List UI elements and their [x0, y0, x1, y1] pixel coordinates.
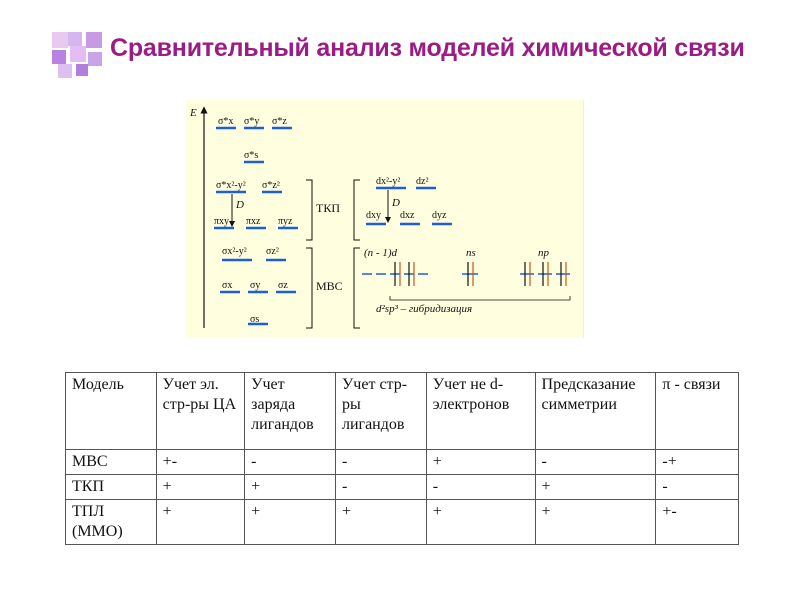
- slide-logo: [52, 32, 104, 78]
- table-cell: +: [426, 450, 535, 475]
- table-cell: -: [245, 450, 336, 475]
- level-label-bz: σz: [278, 280, 288, 291]
- bracket-mvs-left: [306, 248, 312, 328]
- level-label-sx: σ*x: [218, 116, 234, 127]
- table-cell: +: [156, 500, 244, 545]
- table-cell: +: [245, 500, 336, 545]
- level-label-ss: σ*s: [244, 150, 259, 161]
- column-header: Учет не d-электронов: [426, 373, 535, 450]
- mvs-label: МВС: [316, 279, 343, 293]
- tkp-label: ТКП: [316, 201, 340, 215]
- table-cell: +: [335, 500, 426, 545]
- orbital-np-label: np: [538, 247, 549, 259]
- table-cell: +: [535, 475, 656, 500]
- page-title: Сравнительный анализ моделей химической связи: [110, 34, 745, 62]
- table-row: [66, 475, 739, 500]
- table-cell: -+: [656, 450, 739, 475]
- bracket-tkp-left: [306, 180, 312, 240]
- level-label-pxy: πxy: [214, 216, 230, 227]
- level-label-dx2y2: dx²-y²: [376, 176, 401, 187]
- energy-diagram: [186, 100, 584, 338]
- column-header: Предсказание симметрии: [535, 373, 656, 450]
- table-cell: +-: [156, 450, 244, 475]
- table-cell: -: [656, 475, 739, 500]
- column-header: Модель: [66, 373, 157, 450]
- table-cell: +: [156, 475, 244, 500]
- level-label-sy: σ*y: [244, 116, 260, 127]
- split-label-left: D: [236, 199, 244, 211]
- level-label-sx2y2: σ*x²-y²: [216, 180, 246, 191]
- level-label-pyz: πyz: [278, 216, 293, 227]
- table-header-row: [66, 373, 739, 450]
- level-label-dyz: dyz: [432, 210, 447, 221]
- table-cell: +: [426, 500, 535, 545]
- level-label-bs: σs: [250, 314, 260, 325]
- table-row: [66, 500, 739, 545]
- table-cell: -: [335, 450, 426, 475]
- bracket-tkp-right: [354, 180, 360, 240]
- level-label-by: σy: [250, 280, 261, 291]
- table-cell: -: [426, 475, 535, 500]
- column-header: Учет заряда лигандов: [245, 373, 336, 450]
- table-cell: ТКП: [66, 475, 157, 500]
- energy-diagram-svg: [186, 100, 583, 338]
- orbital-nd-label: (n - 1)d: [364, 247, 397, 259]
- table-cell: -: [335, 475, 426, 500]
- level-label-sz: σ*z: [272, 116, 287, 127]
- split-label-right: D: [392, 197, 400, 209]
- level-label-bz2: σz²: [266, 246, 279, 257]
- hybridization-bracket: [390, 296, 570, 300]
- comparison-table: [65, 372, 739, 545]
- table-cell: +: [245, 475, 336, 500]
- column-header: π - связи: [656, 373, 739, 450]
- table-cell: -: [535, 450, 656, 475]
- level-label-dxy: dxy: [366, 210, 381, 221]
- table-cell: +-: [656, 500, 739, 545]
- orbital-ns-label: ns: [466, 247, 476, 259]
- table-row: [66, 450, 739, 475]
- level-label-bx2y2: σx²-y²: [222, 246, 247, 257]
- level-label-dz2: dz²: [416, 176, 429, 187]
- level-label-bx: σx: [222, 280, 233, 291]
- level-label-dxz: dxz: [400, 210, 415, 221]
- table-cell: +: [535, 500, 656, 545]
- bracket-mvs-right: [354, 248, 360, 328]
- column-header: Учет эл. стр-ры ЦА: [156, 373, 244, 450]
- level-label-pxz: πxz: [246, 216, 261, 227]
- column-header: Учет стр-ры лигандов: [335, 373, 426, 450]
- level-label-sz2: σ*z²: [262, 180, 280, 191]
- hybridization-label: d²sp³ – гибридизация: [376, 303, 473, 315]
- table-cell: ТПЛ (ММО): [66, 500, 157, 545]
- table-cell: МВС: [66, 450, 157, 475]
- energy-axis-label: E: [190, 107, 197, 119]
